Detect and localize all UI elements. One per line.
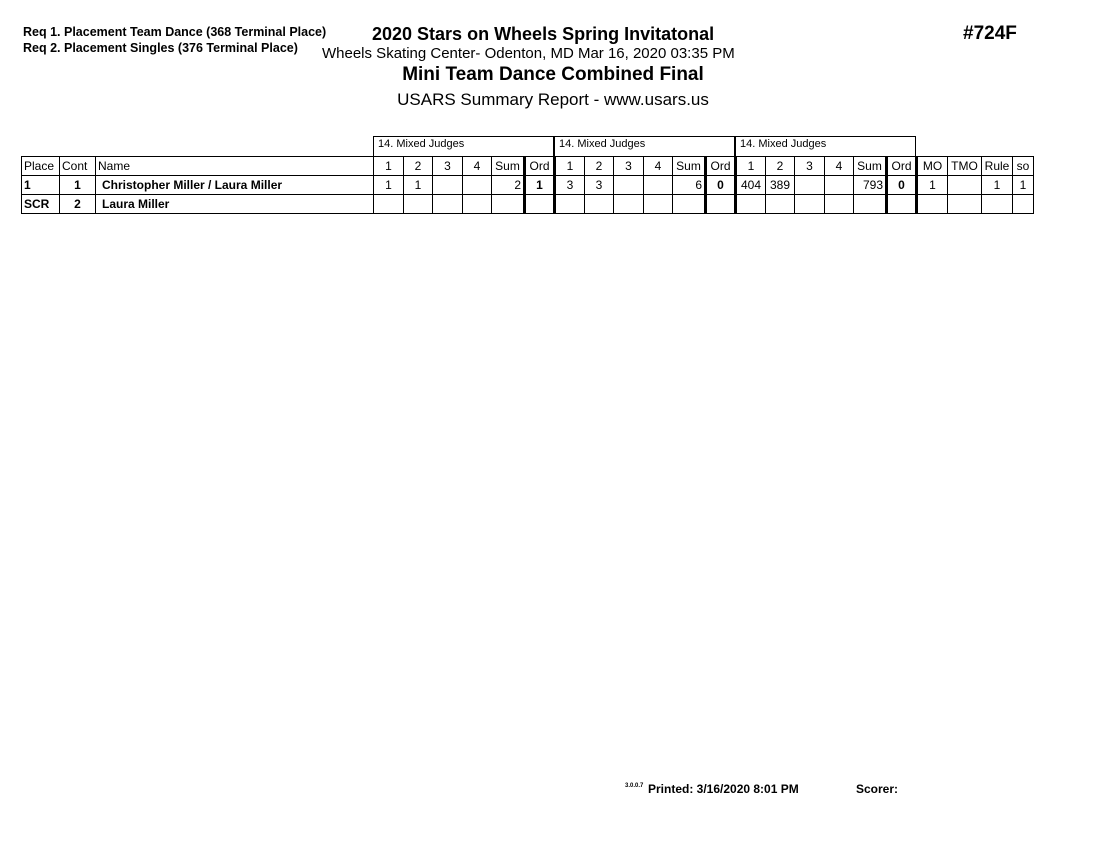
- col-p1-j2: 2: [404, 157, 433, 176]
- p1-j1: [374, 195, 404, 214]
- col-p1-j4: 4: [463, 157, 492, 176]
- p1-j3: [433, 195, 463, 214]
- col-p1-j1: 1: [374, 157, 404, 176]
- place: 1: [22, 176, 60, 195]
- event-name: Mini Team Dance Combined Final: [402, 64, 704, 85]
- event-number: #724F: [963, 23, 1017, 44]
- p2-j3: [614, 176, 644, 195]
- col-name: Name: [96, 157, 374, 176]
- p1-j4: [463, 176, 492, 195]
- col-p3-j1: 1: [736, 157, 766, 176]
- p3-ord: 0: [887, 176, 917, 195]
- so: [1013, 195, 1034, 214]
- table-row: [22, 176, 1034, 195]
- cont: 2: [60, 195, 96, 214]
- col-p1-sum: Sum: [492, 157, 525, 176]
- scorer-label: Scorer:: [856, 782, 899, 796]
- panel-header-2: 14. Mixed Judges: [554, 136, 735, 156]
- p2-sum: [673, 195, 706, 214]
- p1-sum: 2: [492, 176, 525, 195]
- panel-header-1: 14. Mixed Judges: [373, 136, 554, 156]
- col-p3-ord: Ord: [887, 157, 917, 176]
- place: SCR: [22, 195, 60, 214]
- p3-j2: 389: [766, 176, 795, 195]
- p1-sum: [492, 195, 525, 214]
- mo: 1: [917, 176, 948, 195]
- p1-j2: [404, 195, 433, 214]
- printed-date: Printed: 3/16/2020 8:01 PM: [648, 782, 799, 796]
- p3-j1: [736, 195, 766, 214]
- rule: [982, 195, 1013, 214]
- software-version: 3.0.0.7: [625, 783, 644, 789]
- venue-date: Wheels Skating Center- Odenton, MD Mar 16, 2020 03:35 PM: [322, 45, 735, 62]
- p3-j3: [795, 195, 825, 214]
- p2-j2: [585, 195, 614, 214]
- p1-j4: [463, 195, 492, 214]
- col-rule: Rule: [982, 157, 1013, 176]
- mo: [917, 195, 948, 214]
- p3-ord: [887, 195, 917, 214]
- col-p2-sum: Sum: [673, 157, 706, 176]
- p2-j2: 3: [585, 176, 614, 195]
- p1-j1: 1: [374, 176, 404, 195]
- col-p1-ord: Ord: [525, 157, 555, 176]
- rule: 1: [982, 176, 1013, 195]
- p1-ord: 1: [525, 176, 555, 195]
- tmo: [948, 195, 982, 214]
- p3-sum: [854, 195, 887, 214]
- col-p2-j1: 1: [555, 157, 585, 176]
- p1-ord: [525, 195, 555, 214]
- col-mo: MO: [917, 157, 948, 176]
- p3-j3: [795, 176, 825, 195]
- cont: 1: [60, 176, 96, 195]
- col-tmo: TMO: [948, 157, 982, 176]
- p2-j4: [644, 176, 673, 195]
- table-row: [22, 195, 1034, 214]
- col-p2-j3: 3: [614, 157, 644, 176]
- report-title: USARS Summary Report - www.usars.us: [397, 90, 709, 109]
- col-p2-ord: Ord: [706, 157, 736, 176]
- col-p2-j2: 2: [585, 157, 614, 176]
- p3-sum: 793: [854, 176, 887, 195]
- col-so: so: [1013, 157, 1034, 176]
- results-table: [21, 156, 1034, 214]
- p2-ord: [706, 195, 736, 214]
- p3-j4: [825, 195, 854, 214]
- requirement-2: Req 2. Placement Singles (376 Terminal Place): [23, 41, 298, 55]
- p2-j4: [644, 195, 673, 214]
- col-p2-j4: 4: [644, 157, 673, 176]
- p2-ord: 0: [706, 176, 736, 195]
- col-p3-sum: Sum: [854, 157, 887, 176]
- p2-j1: 3: [555, 176, 585, 195]
- p2-j1: [555, 195, 585, 214]
- skater-name: Laura Miller: [96, 195, 374, 214]
- panel-header-3: 14. Mixed Judges: [735, 136, 916, 156]
- col-place: Place: [22, 157, 60, 176]
- p2-j3: [614, 195, 644, 214]
- p2-sum: 6: [673, 176, 706, 195]
- header-row: [22, 157, 1034, 176]
- col-p3-j2: 2: [766, 157, 795, 176]
- p1-j3: [433, 176, 463, 195]
- p3-j4: [825, 176, 854, 195]
- col-p3-j4: 4: [825, 157, 854, 176]
- col-p3-j3: 3: [795, 157, 825, 176]
- col-p1-j3: 3: [433, 157, 463, 176]
- tmo: [948, 176, 982, 195]
- col-cont: Cont: [60, 157, 96, 176]
- p1-j2: 1: [404, 176, 433, 195]
- competition-title: 2020 Stars on Wheels Spring Invitatonal: [372, 24, 715, 44]
- p3-j1: 404: [736, 176, 766, 195]
- skater-name: Christopher Miller / Laura Miller: [96, 176, 374, 195]
- p3-j2: [766, 195, 795, 214]
- so: 1: [1013, 176, 1034, 195]
- requirement-1: Req 1. Placement Team Dance (368 Terminal Place): [23, 25, 327, 39]
